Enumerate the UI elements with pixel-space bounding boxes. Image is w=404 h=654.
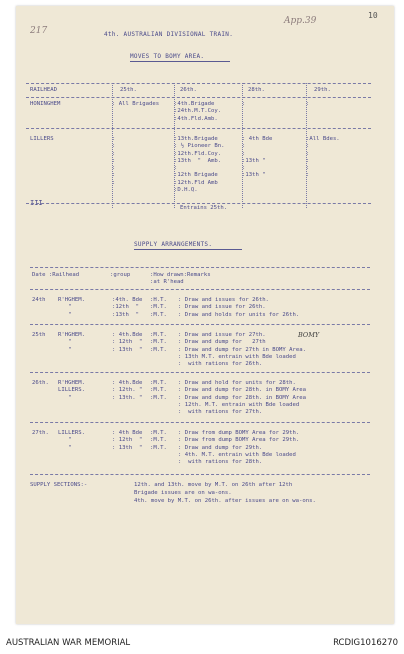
rule (30, 372, 370, 373)
col-header-25th: 25th. (120, 87, 137, 93)
supply-railhead: R'HGHEM. LILLERS. " (58, 380, 85, 401)
supply-sections-label: SUPPLY SECTIONS:- (30, 482, 88, 488)
supply-sections-line: 4th. move by M.T. on 26th. after issues are on wa-ons. (134, 498, 316, 504)
rule (30, 422, 370, 423)
cell: :All Bdes. : : : : : (306, 136, 340, 179)
cell: : (306, 101, 310, 107)
supply-group: : 4th.Bde : 12th. " : 13th. " (112, 380, 143, 401)
document-page (16, 6, 394, 624)
supply-railhead: R'HGHEM. " " (58, 297, 85, 318)
cell: : : : : : : : (112, 136, 116, 186)
archive-footer (0, 634, 404, 654)
supply-how: :M.T. :M.T. :M.T. (150, 332, 167, 353)
rule (26, 97, 371, 98)
col-header-railhead: RAILHEAD (30, 87, 57, 93)
col-header-28th: 28th. (248, 87, 265, 93)
rule (26, 203, 371, 204)
rule (26, 128, 371, 129)
place-lillers: LILLERS (30, 136, 54, 142)
col-header-29th: 29th. (314, 87, 331, 93)
archive-name: AUSTRALIAN WAR MEMORIAL (6, 638, 131, 648)
supply-heading: SUPPLY ARRANGEMENTS. (134, 241, 213, 248)
supply-sections-line: 12th. and 13th. move by M.T. on 26th after 12th (134, 482, 293, 488)
supply-header-date: Date :Railhead (32, 272, 80, 278)
cell: :4th.Brigade :24th.M.T.Coy. :4th.Fld.Amb. (174, 101, 222, 122)
supply-railhead: R'HGHEM. " " (58, 332, 85, 353)
cell: : All Brigades (112, 101, 160, 107)
supply-remarks: : Draw and issue for 27th. : Draw and dump for 27th : Draw and dump for 27th in BOMY Area. : 13th M.T. entrain with Bde loaded : with rations for 26th. (178, 332, 306, 368)
supply-date: 25th (32, 332, 46, 338)
supply-date: 27th. (32, 430, 49, 436)
supply-date: 26th. (32, 380, 49, 386)
page-number: 10 (368, 11, 378, 20)
rule (30, 289, 370, 290)
appendix-note: App.39 (284, 16, 317, 26)
supply-remarks: : Draw and hold for units for 28th. : Draw and dump for 28th. in BOMY Area : Draw and dump for 28th. in BOMY Area : 12th. M.T. entrain with Bde loaded : with rations for 27th. (178, 380, 306, 416)
archive-reference: RCDIG1016270 (333, 638, 398, 648)
col-header-26th: 26th. (180, 87, 197, 93)
supply-heading-underline (134, 249, 242, 250)
moves-heading-underline (130, 61, 230, 62)
margin-note: 217 (30, 26, 48, 36)
supply-header-how: :How drawn:Remarks :at R'head (150, 272, 211, 286)
moves-heading: MOVES TO BOMY AREA. (130, 53, 205, 60)
supply-group: :4th. Bde :12th " :13th " (112, 297, 143, 318)
supply-date: 24th (32, 297, 46, 303)
supply-group: : 4th Bde : 12th " : 13th " (112, 430, 143, 451)
supply-sections-line: Brigade issues are on wa-ons. (134, 490, 232, 496)
supply-railhead: LILLERS. " " (58, 430, 85, 451)
cell: :13th.Brigade : ½ Pioneer Bn. :12th.Fld.Coy. :13th " Amb. : :12th Brigade :12th.Fld Amb :D.H.Q. (174, 136, 225, 194)
supply-group: : 4th.Bde : 12th " : 13th " (112, 332, 143, 353)
supply-how: :M.T. :M.T. :M.T. (150, 430, 167, 451)
rule (30, 324, 370, 325)
supply-header-group: :group (110, 272, 131, 278)
document-title: 4th. AUSTRALIAN DIVISIONAL TRAIN. (104, 31, 234, 38)
cell: : 4th Bde : : :13th " : :13th " (242, 136, 273, 179)
margin-mark: III (30, 199, 43, 207)
supply-remarks: : Draw from dump BOMY Area for 29th. : Draw from dump BOMY Area for 29th. : Draw and dump for 29th. : 4th. M.T. entrain with Bde loaded : with rations for 28th. (178, 430, 300, 466)
supply-how: :H.T. :M.T. :M.T. (150, 297, 167, 318)
entrains-note: Entrains 25th. (180, 205, 228, 211)
rule (26, 83, 371, 84)
rule (30, 267, 370, 268)
supply-remarks: : Draw and issues for 26th. : Draw and issue for 26th. : Draw and holds for units for 26th. (178, 297, 300, 318)
supply-how: :M.T. :M.T. :M.T. (150, 380, 167, 401)
cell: : (242, 101, 246, 107)
place-honinghem: HONINGHEM (30, 101, 61, 107)
rule (30, 474, 370, 475)
handwritten-correction: BOMY (298, 331, 320, 339)
